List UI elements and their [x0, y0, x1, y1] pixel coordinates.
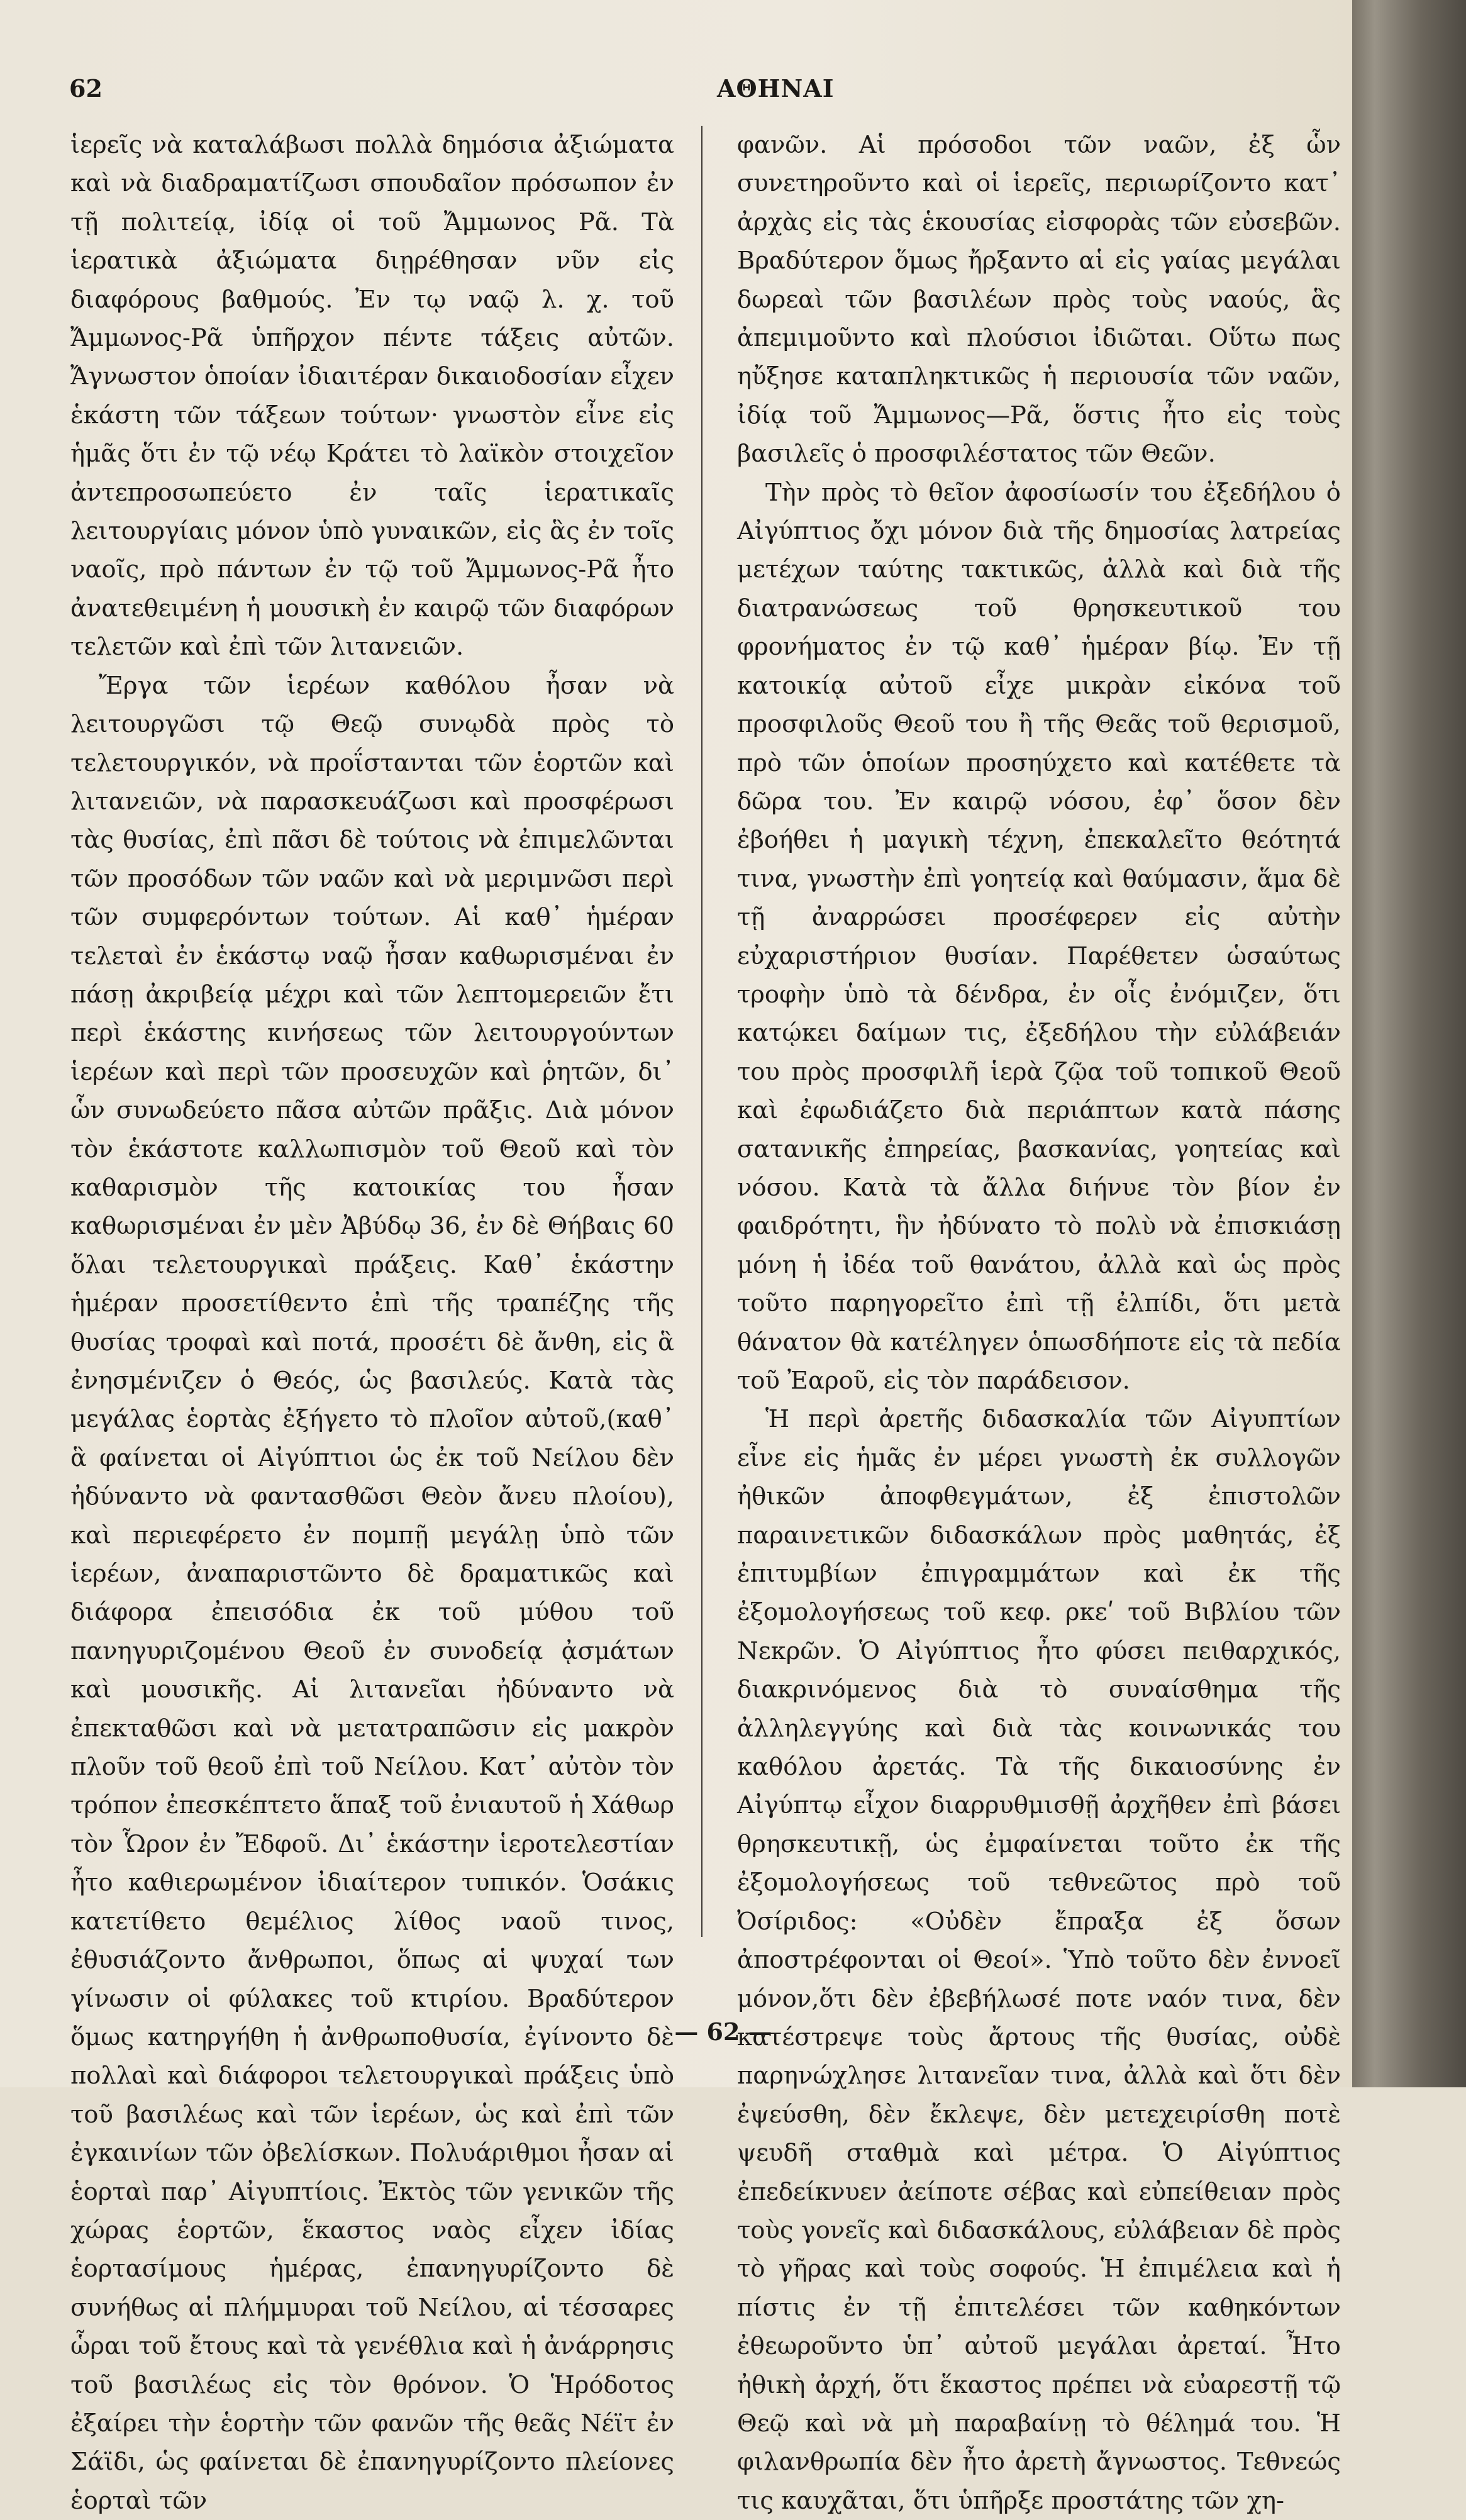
running-title: ΑΘΗΝΑΙ: [717, 74, 835, 103]
paragraph: Τὴν πρὸς τὸ θεῖον ἀφοσίωσίν του ἐξεδήλου ὁ Αἰγύπτιος ὄχι μόνον διὰ τῆς δημοσίας λατρείας μετέχων ταύτης τακτικῶς, ἀλλὰ καὶ διὰ τῆς διατρανώσεως τοῦ θρησκευτικοῦ του φρονήματος ἐν τῷ καθ᾽ ἡμέραν βίῳ. Ἐν τῇ κατοικίᾳ αὐτοῦ εἶχε μικρὰν εἰκόνα τοῦ προσφιλοῦς Θεοῦ του ἢ τῆς Θεᾶς τοῦ θερισμοῦ, πρὸ τῶν ὁποίων προσηύχετο καὶ κατέθετε τὰ δῶρα του. Ἐν καιρῷ νόσου, ἐφ᾽ ὅσον δὲν ἐβοήθει ἡ μαγικὴ τέχνη, ἐπεκαλεῖτο θεότητά τινα, γνωστὴν ἐπὶ γοητείᾳ καὶ θαύμασιν, ἅμα δὲ τῇ ἀναρρώσει προσέφερεν εἰς αὐτὴν εὐχαριστήριον θυσίαν. Παρέθετεν ὡσαύτως τροφὴν ὑπὸ τὰ δένδρα, ἐν οἷς ἐνόμιζεν, ὅτι κατῴκει δαίμων τις, ἐξεδήλου τὴν εὐλάβειάν του πρὸς προσφιλῆ ἱερὰ ζῷα τοῦ τοπικοῦ Θεοῦ καὶ ἐφωδιάζετο διὰ περιάπτων κατὰ πάσης σατανικῆς ἐπηρείας, βασκανίας, γοητείας καὶ νόσου. Κατὰ τὰ ἄλλα διήνυε τὸν βίον ἐν φαιδρότητι, ἣν ἠδύνατο τὸ πολὺ νὰ ἐπισκιάσῃ μόνη ἡ ἰδέα τοῦ θανάτου, ἀλλὰ καὶ ὡς πρὸς τοῦτο παρηγορεῖτο ἐπὶ τῇ ἐλπίδι, ὅτι μετὰ θάνατον θὰ κατέληγεν ὁπωσδήποτε εἰς τὰ πεδία τοῦ Ἐαροῦ, εἰς τὸν παράδεισον.: [737, 478, 1341, 1395]
paragraph: φανῶν. Αἱ πρόσοδοι τῶν ναῶν, ἐξ ὧν συνετηροῦντο καὶ οἱ ἱερεῖς, περιωρίζοντο κατ᾽ ἀρχὰς εἰς τὰς ἑκουσίας εἰσφορὰς τῶν εὐσεβῶν. Βραδύτερον ὅμως ἤρξαντο αἱ εἰς γαίας μεγάλαι δωρεαὶ τῶν βασιλέων πρὸς τοὺς ναούς, ἃς ἀπεμιμοῦντο καὶ πλούσιοι ἰδιῶται. Οὕτω πως ηὔξησε καταπληκτικῶς ἡ περιουσία τῶν ναῶν, ἰδίᾳ τοῦ Ἄμμωνος—Ρᾶ, ὅστις ἦτο εἰς τοὺς βασιλεῖς ὁ προσφιλέστατος τῶν Θεῶν.: [737, 131, 1341, 469]
column-divider: [701, 126, 702, 1937]
book-spine-shadow: [1352, 0, 1466, 2087]
header-page-number: 62: [69, 74, 103, 103]
paragraph: Ἔργα τῶν ἱερέων καθόλου ἦσαν νὰ λειτουργῶσι τῷ Θεῷ συνῳδὰ πρὸς τὸ τελετουργικόν, νὰ προΐστανται τῶν ἑορτῶν καὶ λιτανειῶν, νὰ παρασκευάζωσι καὶ προσφέρωσι τὰς θυσίας, ἐπὶ πᾶσι δὲ τούτοις νὰ ἐπιμελῶνται τῶν προσόδων τῶν ναῶν καὶ νὰ μεριμνῶσι περὶ τῶν συμφερόντων τούτων. Αἱ καθ᾽ ἡμέραν τελεταὶ ἐν ἑκάστῳ ναῷ ἦσαν καθωρισμέναι ἐν πάσῃ ἀκριβείᾳ μέχρι καὶ τῶν λεπτομερειῶν ἔτι περὶ ἑκάστης κινήσεως τῶν λειτουργούντων ἱερέων καὶ περὶ τῶν προσευχῶν καὶ ῥητῶν, δι᾽ ὧν συνωδεύετο πᾶσα αὐτῶν πρᾶξις. Διὰ μόνον τὸν ἑκάστοτε καλλωπισμὸν τοῦ Θεοῦ καὶ τὸν καθαρισμὸν τῆς κατοικίας του ἦσαν καθωρισμέναι ἐν μὲν Ἀβύδῳ 36, ἐν δὲ Θήβαις 60 ὅλαι τελετουργικαὶ πράξεις. Καθ᾽ ἑκάστην ἡμέραν προσετίθεντο ἐπὶ τῆς τραπέζης τῆς θυσίας τροφαὶ καὶ ποτά, προσέτι δὲ ἄνθη, εἰς ἃ ἐνησμένιζεν ὁ Θεός, ὡς βασιλεύς. Κατὰ τὰς μεγάλας ἑορτὰς ἐξήγετο τὸ πλοῖον αὐτοῦ,(καθ᾽ ἃ φαίνεται οἱ Αἰγύπτιοι ὡς ἐκ τοῦ Νείλου δὲν ἠδύναντο νὰ φαντασθῶσι Θεὸν ἄνευ πλοίου), καὶ περιεφέρετο ἐν πομπῇ μεγάλῃ ὑπὸ τῶν ἱερέων, ἀναπαριστῶντο δὲ δραματικῶς καὶ διάφορα ἐπεισόδια ἐκ τοῦ μύθου τοῦ πανηγυριζομένου Θεοῦ ἐν συνοδείᾳ ᾀσμάτων καὶ μουσικῆς. Αἱ λιτανεῖαι ἠδύναντο νὰ ἐπεκταθῶσι καὶ νὰ μετατραπῶσιν εἰς μακρὸν πλοῦν τοῦ θεοῦ ἐπὶ τοῦ Νείλου. Κατ᾽ αὐτὸν τὸν τρόπον ἐπεσκέπτετο ἅπαξ τοῦ ἐνιαυτοῦ ἡ Χάθωρ τὸν Ὧρον ἐν Ἔδφοῦ. Δι᾽ ἑκάστην ἱεροτελεστίαν ἦτο καθιερωμένον ἰδιαίτερον τυπικόν. Ὁσάκις κατετίθετο θεμέλιος λίθος ναοῦ τινος, ἐθυσιάζοντο ἄνθρωποι, ὅπως αἱ ψυχαί των γίνωσιν οἱ φύλακες τοῦ κτιρίου. Βραδύτερον ὅμως κατηργήθη ἡ ἀνθρωποθυσία, ἐγίνοντο δὲ πολλαὶ καὶ διάφοροι τελετουργικαὶ πράξεις ὑπὸ τοῦ βασιλέως καὶ τῶν ἱερέων, ὡς καὶ ἐπὶ τῶν ἐγκαινίων τῶν ὀβελίσκων. Πολυάριθμοι ἦσαν αἱ ἑορταὶ παρ᾽ Αἰγυπτίοις. Ἐκτὸς τῶν γενικῶν τῆς χώρας ἑορτῶν, ἕκαστος ναὸς εἶχεν ἰδίας ἑορτασίμους ἡμέρας, ἐπανηγυρίζοντο δὲ συνήθως αἱ πλήμμυραι τοῦ Νείλου, αἱ τέσσαρες ὧραι τοῦ ἔτους καὶ τὰ γενέθλια καὶ ἡ ἀνάρρησις τοῦ βασιλέως εἰς τὸν θρόνον. Ὁ Ἡρόδοτος ἐξαίρει τὴν ἑορτὴν τῶν φανῶν τῆς θεᾶς Νέϊτ ἐν Σάϊδι, ὡς φαίνεται δὲ ἐπανηγυρίζοντο πλείονες ἑορταὶ τῶν: [70, 671, 674, 2515]
left-column: [70, 126, 674, 2515]
page-header: [69, 74, 1327, 112]
right-column: [737, 126, 1341, 2515]
paragraph: Ἡ περὶ ἀρετῆς διδασκαλία τῶν Αἰγυπτίων εἶνε εἰς ἡμᾶς ἐν μέρει γνωστὴ ἐκ συλλογῶν ἠθικῶν ἀποφθεγμάτων, ἐξ ἐπιστολῶν παραινετικῶν διδασκάλων πρὸς μαθητάς, ἐξ ἐπιτυμβίων ἐπιγραμμάτων καὶ ἐκ τῆς ἐξομολογήσεως τοῦ κεφ. ρκεʹ τοῦ Βιβλίου τῶν Νεκρῶν. Ὁ Αἰγύπτιος ἦτο φύσει πειθαρχικός, διακρινόμενος διὰ τὸ συναίσθημα τῆς ἀλληλεγγύης καὶ διὰ τὰς κοινωνικάς του καθόλου ἀρετάς. Τὰ τῆς δικαιοσύνης ἐν Αἰγύπτῳ εἶχον διαρρυθμισθῇ ἀρχῆθεν ἐπὶ βάσει θρησκευτικῇ, ὡς ἐμφαίνεται τοῦτο ἐκ τῆς ἐξομολογήσεως τοῦ τεθνεῶτος πρὸ τοῦ Ὀσίριδος: «Οὐδὲν ἔπραξα ἐξ ὅσων ἀποστρέφονται οἱ Θεοί». Ὑπὸ τοῦτο δὲν ἐννοεῖ μόνον,ὅτι δὲν ἐβεβήλωσέ ποτε ναόν τινα, δὲν κατέστρεψε τοὺς ἄρτους τῆς θυσίας, οὐδὲ παρηνώχλησε λιτανεῖαν τινα, ἀλλὰ καὶ ὅτι δὲν ἐψεύσθη, δὲν ἔκλεψε, δὲν μετεχειρίσθη ποτὲ ψευδῆ σταθμὰ καὶ μέτρα. Ὁ Αἰγύπτιος ἐπεδείκνυεν ἀείποτε σέβας καὶ εὐπείθειαν πρὸς τοὺς γονεῖς καὶ διδασκάλους, εὐλάβειαν δὲ πρὸς τὸ γῆρας καὶ τοὺς σοφούς. Ἡ ἐπιμέλεια καὶ ἡ πίστις ἐν τῇ ἐπιτελέσει τῶν καθηκόντων ἐθεωροῦντο ὑπ᾽ αὐτοῦ μεγάλαι ἀρεταί. Ἦτο ἠθικὴ ἀρχή, ὅτι ἕκαστος πρέπει νὰ εὐαρεστῇ τῷ Θεῷ καὶ νὰ μὴ παραβαίνῃ τὸ θέλημά του. Ἡ φιλανθρωπία δὲν ἦτο ἀρετὴ ἄγνωστος. Τεθνεώς τις καυχᾶται, ὅτι ὑπῆρξε προστάτης τῶν χη-: [737, 1405, 1341, 2515]
footer-page-number: — 62 —: [674, 2018, 772, 2046]
paragraph: ἱερεῖς νὰ καταλάβωσι πολλὰ δημόσια ἀξιώματα καὶ νὰ διαδραματίζωσι σπουδαῖον πρόσωπον ἐν τῇ πολιτείᾳ, ἰδίᾳ οἱ τοῦ Ἄμμωνος Ρᾶ. Τὰ ἱερατικὰ ἀξιώματα διῃρέθησαν νῦν εἰς διαφόρους βαθμούς. Ἐν τῳ ναῷ λ. χ. τοῦ Ἄμμωνος-Ρᾶ ὑπῆρχον πέντε τάξεις αὐτῶν. Ἄγνωστον ὁποίαν ἰδιαιτέραν δικαιοδοσίαν εἶχεν ἑκάστη τῶν τάξεων τούτων· γνωστὸν εἶνε εἰς ἡμᾶς ὅτι ἐν τῷ νέῳ Κράτει τὸ λαϊκὸν στοιχεῖον ἀντεπροσωπεύετο ἐν ταῖς ἱερατικαῖς λειτουργίαις μόνον ὑπὸ γυναικῶν, εἰς ἃς ἐν τοῖς ναοῖς, πρὸ πάντων ἐν τῷ τοῦ Ἄμμωνος-Ρᾶ ἦτο ἀνατεθειμένη ἡ μουσικὴ ἐν καιρῷ τῶν διαφόρων τελετῶν καὶ ἐπὶ τῶν λιτανειῶν.: [70, 131, 674, 662]
